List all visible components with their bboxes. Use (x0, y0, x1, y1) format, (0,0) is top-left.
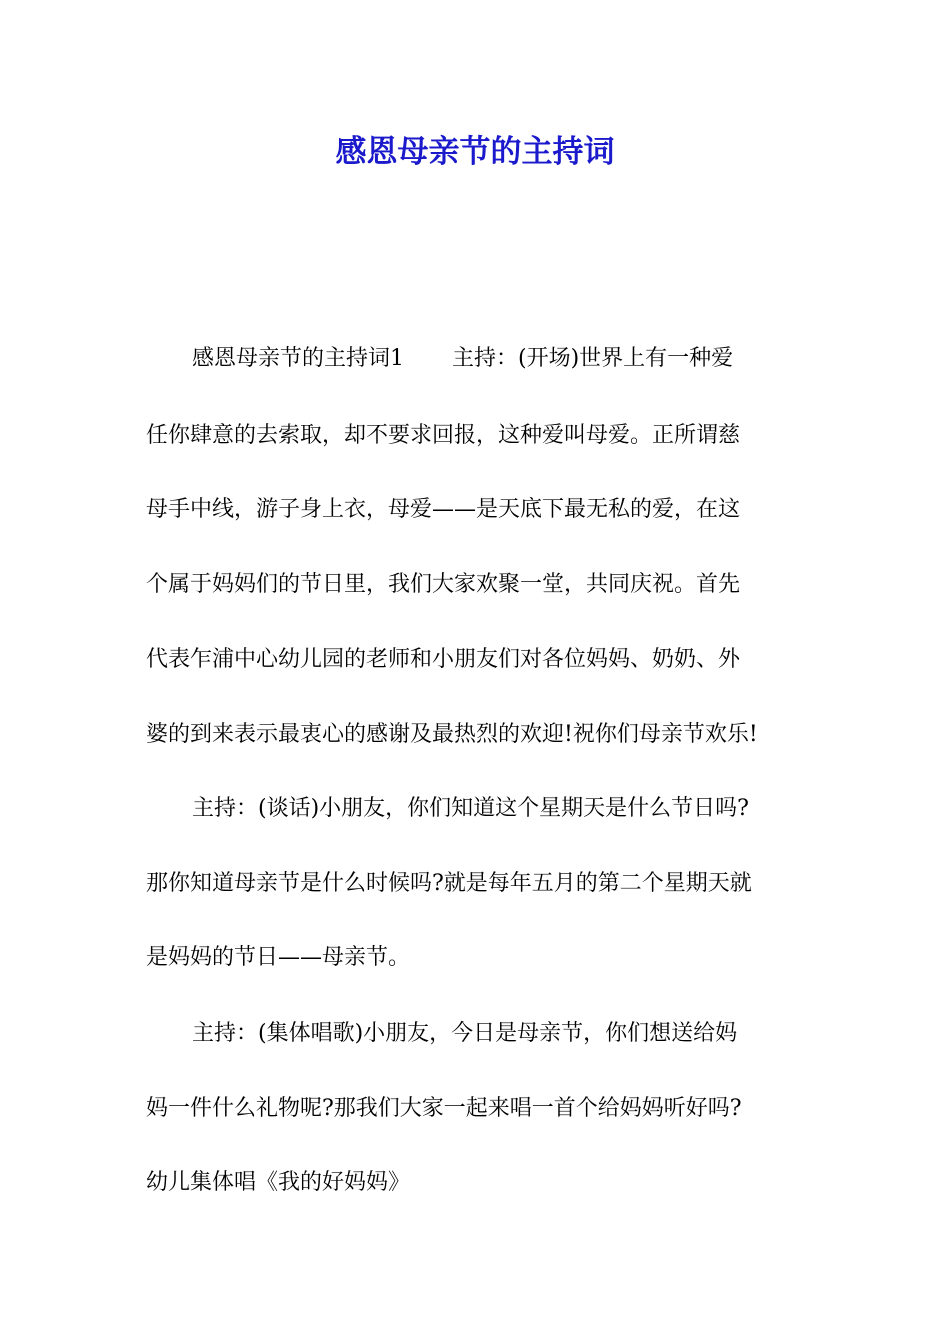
paragraph-line: 妈一件什么礼物呢?那我们大家一起来唱一首个给妈妈听好吗? (146, 1096, 742, 1121)
paragraph-line: 婆的到来表示最衷心的感谢及最热烈的欢迎!祝你们母亲节欢乐! (146, 722, 758, 747)
paragraph-line: 代表乍浦中心幼儿园的老师和小朋友们对各位妈妈、奶奶、外 (146, 647, 741, 672)
line-text: 主持：(开场)世界上有一种爱 (452, 346, 734, 371)
paragraph-line: 母手中线，游子身上衣，母爱——是天底下最无私的爱，在这 (146, 497, 741, 522)
section-heading: 感恩母亲节的主持词1 (192, 346, 404, 371)
paragraph-line: 那你知道母亲节是什么时候吗?就是每年五月的第二个星期天就 (146, 871, 752, 896)
paragraph-line: 是妈妈的节日——母亲节。 (146, 945, 411, 970)
paragraph-line: 主持：(谈话)小朋友，你们知道这个星期天是什么节日吗? (192, 796, 749, 821)
paragraph-line: 主持：(集体唱歌)小朋友，今日是母亲节，你们想送给妈 (192, 1021, 738, 1046)
paragraph-line: 任你肆意的去索取，却不要求回报，这种爱叫母爱。正所谓慈 (146, 423, 741, 448)
paragraph-line: 幼儿集体唱《我的好妈妈》 (146, 1170, 411, 1195)
paragraph-line: 个属于妈妈们的节日里，我们大家欢聚一堂，共同庆祝。首先 (146, 572, 741, 597)
document-title: 感恩母亲节的主持词 (335, 134, 615, 170)
paragraph-line (192, 341, 816, 377)
